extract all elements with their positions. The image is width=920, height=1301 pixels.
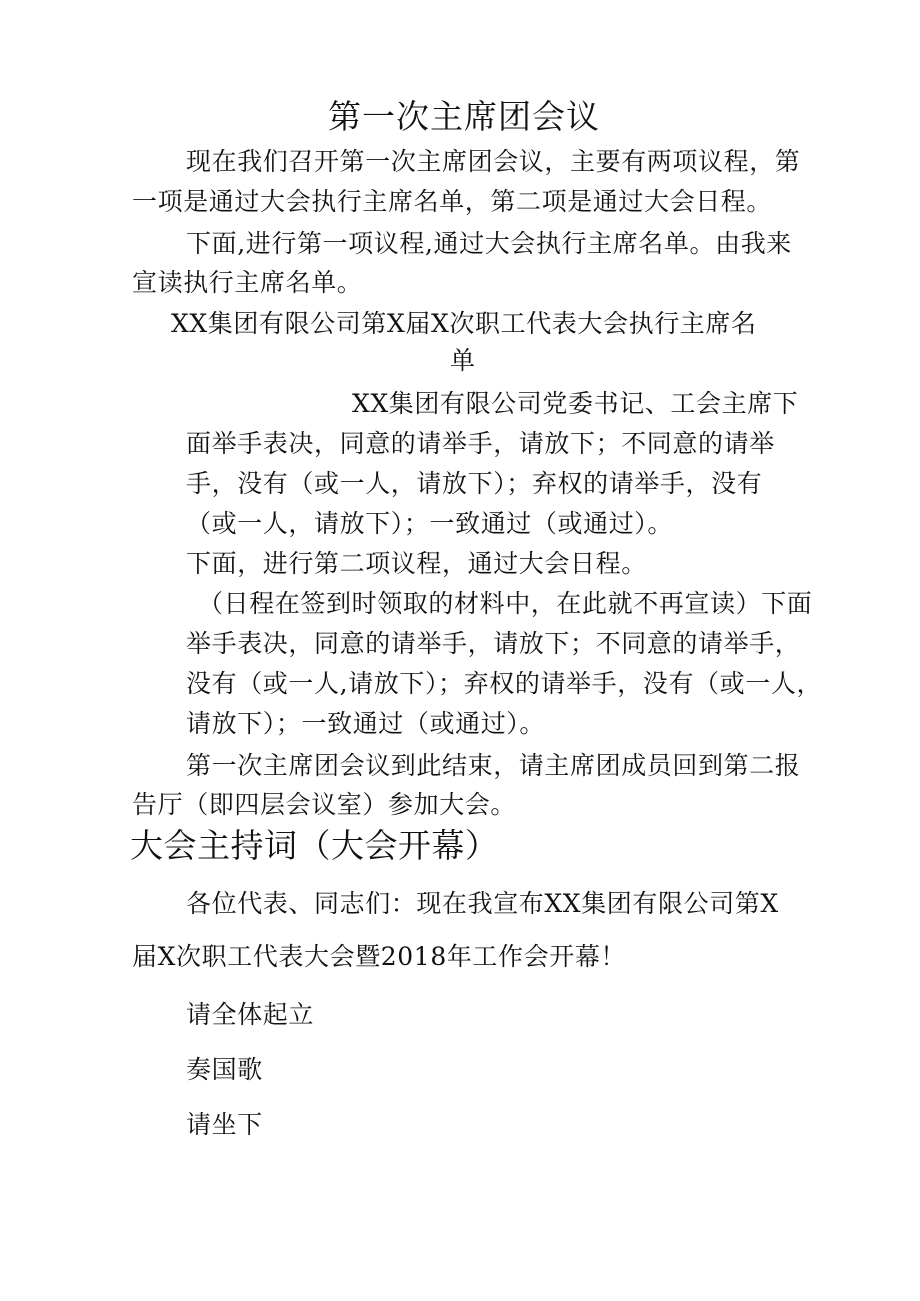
paragraph-line: 第一次主席团会议到此结束，请主席团成员回到第二报 — [186, 751, 801, 780]
paragraph-line: 现在我们召开第一次主席团会议，主要有两项议程，第 — [186, 147, 801, 176]
paragraph-line: 下面，进行第二项议程，通过大会日程。 — [186, 549, 647, 578]
paragraph-line: （日程在签到时领取的材料中，在此就不再宣读）下面 — [198, 589, 813, 618]
paragraph-line: XX集团有限公司党委书记、工会主席下 — [352, 389, 799, 418]
list-title-line: 单 — [450, 346, 476, 375]
paragraph-line: 没有（或一人,请放下）；弃权的请举手，没有（或一人， — [186, 669, 823, 698]
paragraph-line: 面举手表决，同意的请举手，请放下；不同意的请举 — [186, 429, 775, 458]
paragraph-line: 下面,进行第一项议程,通过大会执行主席名单。由我来 — [186, 229, 792, 258]
list-item: 请全体起立 — [186, 1000, 315, 1029]
section-heading: 大会主持词（大会开幕） — [130, 826, 499, 865]
list-item: 请坐下 — [186, 1110, 263, 1139]
paragraph-line: 告厅（即四层会议室）参加大会。 — [132, 790, 517, 819]
paragraph-line: 请放下）；一致通过（或通过）。 — [186, 709, 546, 738]
paragraph-line: 各位代表、同志们：现在我宣布XX集团有限公司第X — [186, 889, 779, 918]
paragraph-line: 手，没有（或一人，请放下）；弃权的请举手，没有 — [186, 469, 763, 498]
paragraph-line: 届X次职工代表大会暨2018年工作会开幕！ — [132, 942, 627, 971]
paragraph-line: 一项是通过大会执行主席名单，第二项是通过大会日程。 — [132, 187, 773, 216]
page-title: 第一次主席团会议 — [328, 97, 600, 136]
list-title-line: XX集团有限公司第X届X次职工代表大会执行主席名 — [171, 309, 757, 338]
list-item: 奏国歌 — [186, 1055, 263, 1084]
paragraph-line: 举手表决，同意的请举手，请放下；不同意的请举手， — [186, 629, 801, 658]
paragraph-line: （或一人，请放下）；一致通过（或通过）。 — [186, 509, 674, 538]
paragraph-line: 宣读执行主席名单。 — [132, 268, 363, 297]
